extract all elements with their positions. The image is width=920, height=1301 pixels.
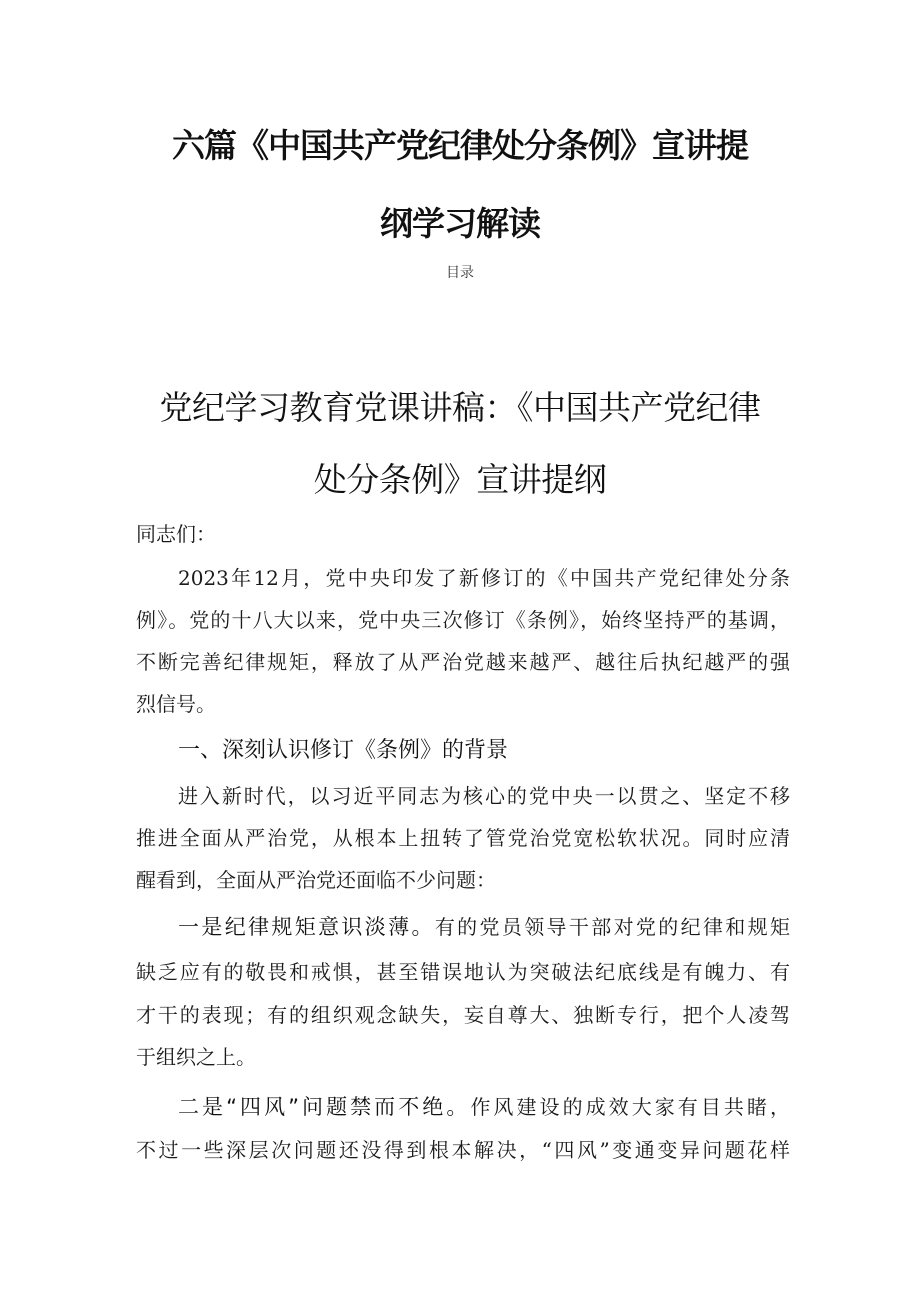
- point2-line-1: [178, 1093, 790, 1121]
- para1-line-3: 不断完善纪律规矩，释放了从严治党越来越严、越往后执纪越严的强: [136, 650, 790, 674]
- section-title-line-1: 党纪学习教育党课讲稿：《中国共产党纪律: [159, 388, 761, 427]
- point1-line-3: 才干的表现；有的组织观念缺失，妄自尊大、独断专行，把个人凌驾: [136, 1003, 790, 1027]
- point2-line-2: 不过一些深层次问题还没得到根本解决，“四风”变通变异问题花样: [136, 1138, 790, 1162]
- para2-line-2: 推进全面从严治党，从根本上扭转了管党治党宽松软状况。同时应清: [136, 826, 790, 850]
- section-heading-1: 一、深刻认识修订《条例》的背景: [178, 738, 509, 763]
- point2-line-1-rest: 作风建设的成效大家有目共睹，: [470, 1095, 790, 1119]
- point2-lead: 二是“四风”问题禁而不绝。: [178, 1095, 471, 1119]
- document-title-line-2: 纲学习解读: [380, 204, 540, 243]
- point1-line-2: 缺乏应有的敬畏和戒惧，甚至错误地认为突破法纪底线是有魄力、有: [136, 960, 790, 984]
- point1-lead: 一是纪律规矩意识淡薄。: [178, 915, 435, 939]
- para2-line-1: 进入新时代，以习近平同志为核心的党中央一以贯之、坚定不移: [178, 784, 790, 808]
- para1-line-2: 例》。党的十八大以来，党中央三次修订《条例》，始终坚持严的基调，: [136, 608, 790, 632]
- para2-line-3: 醒看到，全面从严治党还面临不少问题：: [136, 868, 496, 892]
- section-title-line-2: 处分条例》宣讲提纲: [313, 460, 607, 499]
- point1-line-4: 于组织之上。: [136, 1045, 256, 1069]
- para1-line-4: 烈信号。: [136, 692, 216, 716]
- document-title-line-1: 六篇《中国共产党纪律处分条例》宣讲提: [172, 126, 748, 165]
- point1-line-1: [178, 913, 790, 941]
- greeting: 同志们：: [136, 522, 216, 546]
- point1-line-1-rest: 有的党员领导干部对党的纪律和规矩: [434, 915, 791, 939]
- para1-line-1: 2023年12月，党中央印发了新修订的《中国共产党纪律处分条: [178, 566, 790, 590]
- toc-label: 目录: [446, 265, 474, 281]
